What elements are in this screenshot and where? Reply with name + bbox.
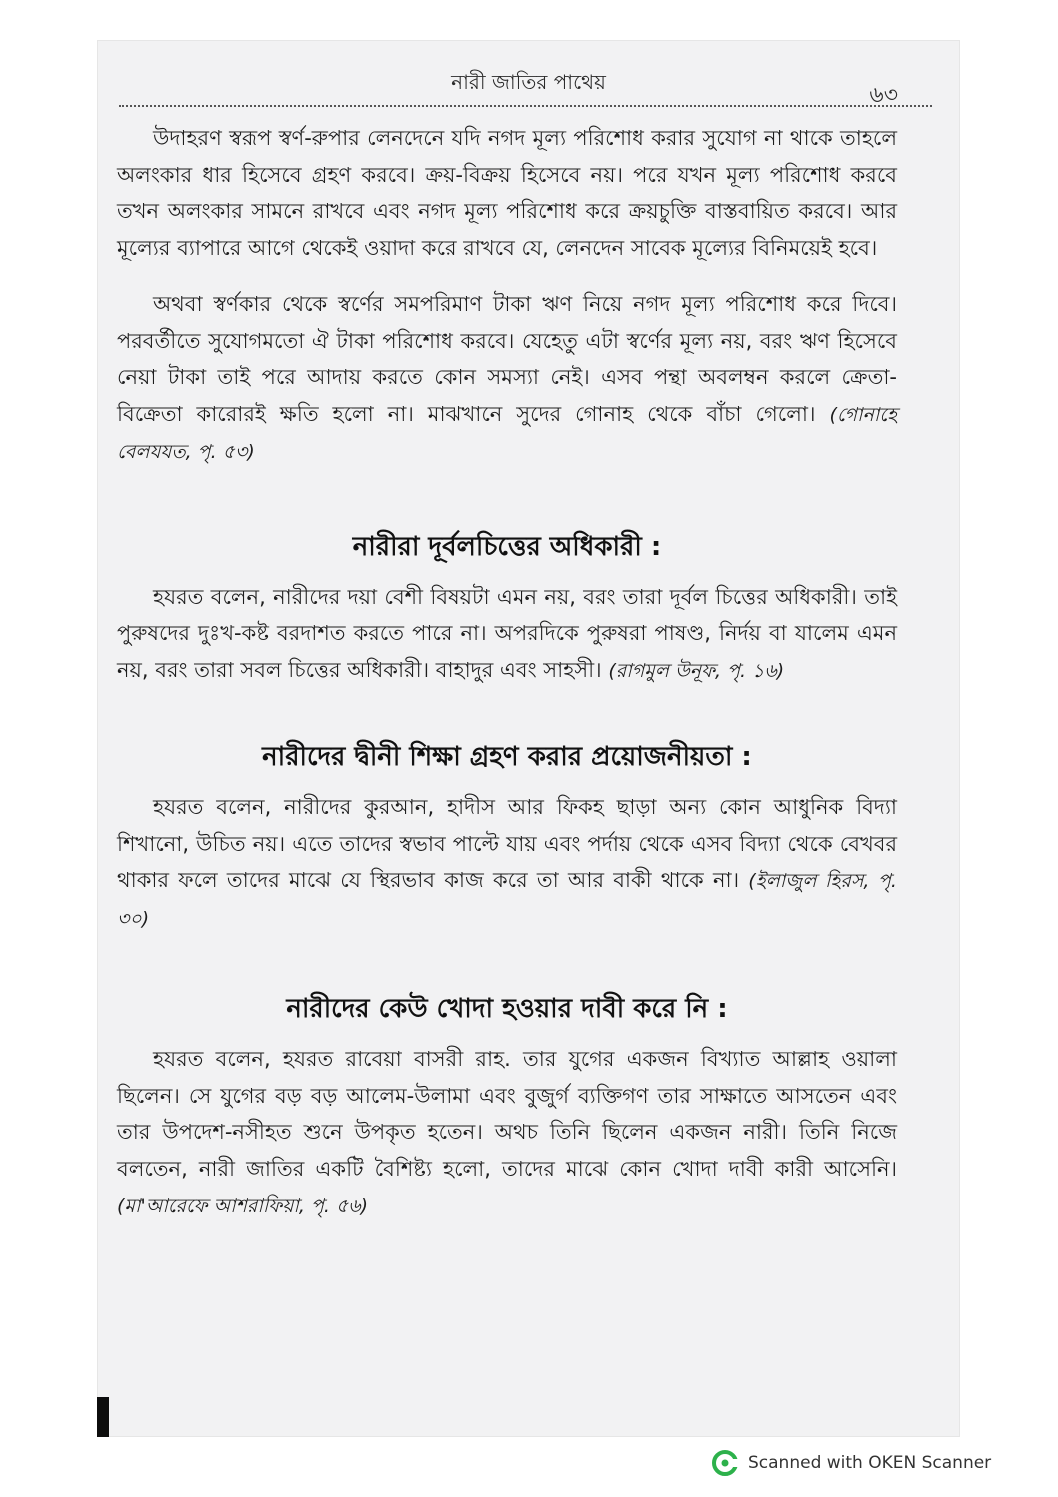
citation: (রাগমুল উনূফ, পৃ. ১৬) [608,659,785,682]
section-heading-no-claim-divinity: নারীদের কেউ খোদা হওয়ার দাবী করে নি : [286,994,728,1024]
citation: (ইলাজুল হিরস, পৃ. ৩০) [117,870,897,930]
paragraph-2-text: অথবা স্বর্ণকার থেকে স্বর্ণের সমপরিমাণ টাকা ঋণ নিয়ে নগদ মূল্য পরিশোধ করে দিবে। পরবর্তীতে সুযোগমতো ঐ টাকা পরিশোধ করবে। যেহেতু এটা স্বর্ণের মূল্য নয়, বরং ঋণ হিসেবে নেয়া টাকা তাই পরে আদায় করতে কোন সমস্যা নেই। এসব পন্থা অবলম্বন করলে ক্রেতা-বিক্রেতা কারোরই ক্ষতি হলো না। মাঝখানে সুদের গোনাহ থেকে বাঁচা গেলো। [117,292,897,426]
section-3-text: হযরত বলেন, হযরত রাবেয়া বাসরী রাহ. তার যুগের একজন বিখ্যাত আল্লাহ ওয়ালা ছিলেন। সে যুগের বড় বড় আলেম-উলামা এবং বুজুর্গ ব্যক্তিগণ তার সাক্ষাতে আসতেন এবং তার উপদেশ-নসীহত শুনে উপকৃত হতেন। অথচ তিনি ছিলেন একজন নারী। তিনি নিজে বলতেন, নারী জাতির একটি বৈশিষ্ট্য হলো, তাদের মাঝে কোন খোদা দাবী কারী আসেনি। [117,1047,897,1181]
scanner-watermark [712,1448,991,1478]
running-title: নারী জাতির পাথেয় [451,70,606,94]
section-3-paragraph [117,1041,897,1225]
section-2-paragraph [117,789,897,937]
citation: (গোনাহে বেলযযত, পৃ. ৫৩) [117,403,897,463]
book-page [97,40,960,1437]
scanner-label: Scanned with OKEN Scanner [748,1453,992,1473]
paragraph-1: উদাহরণ স্বরূপ স্বর্ণ-রুপার লেনদেনে যদি নগদ মূল্য পরিশোধ করার সুযোগ না থাকে তাহলে অলংকার ধার হিসেবে গ্রহণ করবে। ক্রয়-বিক্রয় হিসেবে নয়। পরে যখন মূল্য পরিশোধ করবে তখন অলংকার সামনে রাখবে এবং নগদ মূল্য পরিশোধ করে ক্রয়চুক্তি বাস্তবায়িত করবে। আর মূল্যের ব্যাপারে আগে থেকেই ওয়াদা করে রাখবে যে, লেনদেন সাবেক মূল্যের বিনিময়েই হবে। [117,126,897,260]
section-2-text: হযরত বলেন, নারীদের কুরআন, হাদীস আর ফিকহ ছাড়া অন্য কোন আধুনিক বিদ্যা শিখানো, উচিত নয়। এতে তাদের স্বভাব পাল্টে যায় এবং পর্দায় থেকে এসব বিদ্যা থেকে বেখবর থাকার ফলে তাদের মাঝে যে স্থিরভাব কাজ করে তা আর বাকী থাকে না। [117,795,897,892]
citation: (মা'আরেফে আশরাফিয়া, পৃ. ৫৬) [117,1195,369,1217]
section-heading-religious-education: নারীদের দ্বীনী শিক্ষা গ্রহণ করার প্রয়োজনীয়তা : [262,742,752,772]
paragraph-2 [117,286,897,471]
section-heading-weak-hearted: নারীরা দূর্বলচিত্তের অধিকারী : [352,531,662,562]
section-1-text: হযরত বলেন, নারীদের দয়া বেশী বিষয়টা এমন নয়, বরং তারা দূর্বল চিত্তের অধিকারী। তাই পুরুষদের দুঃখ-কষ্ট বরদাশত করতে পারে না। অপরদিকে পুরুষরা পাষণ্ড, নির্দয় বা যালেম এমন নয়, বরং তারা সবল চিত্তের অধিকারী। বাহাদুর এবং সাহসী। [117,584,897,682]
page-number: ৬৩ [869,83,898,108]
page-content [117,120,897,1245]
header-divider [119,105,932,107]
oken-scanner-logo-icon [712,1450,738,1476]
section-1-paragraph [117,579,897,690]
